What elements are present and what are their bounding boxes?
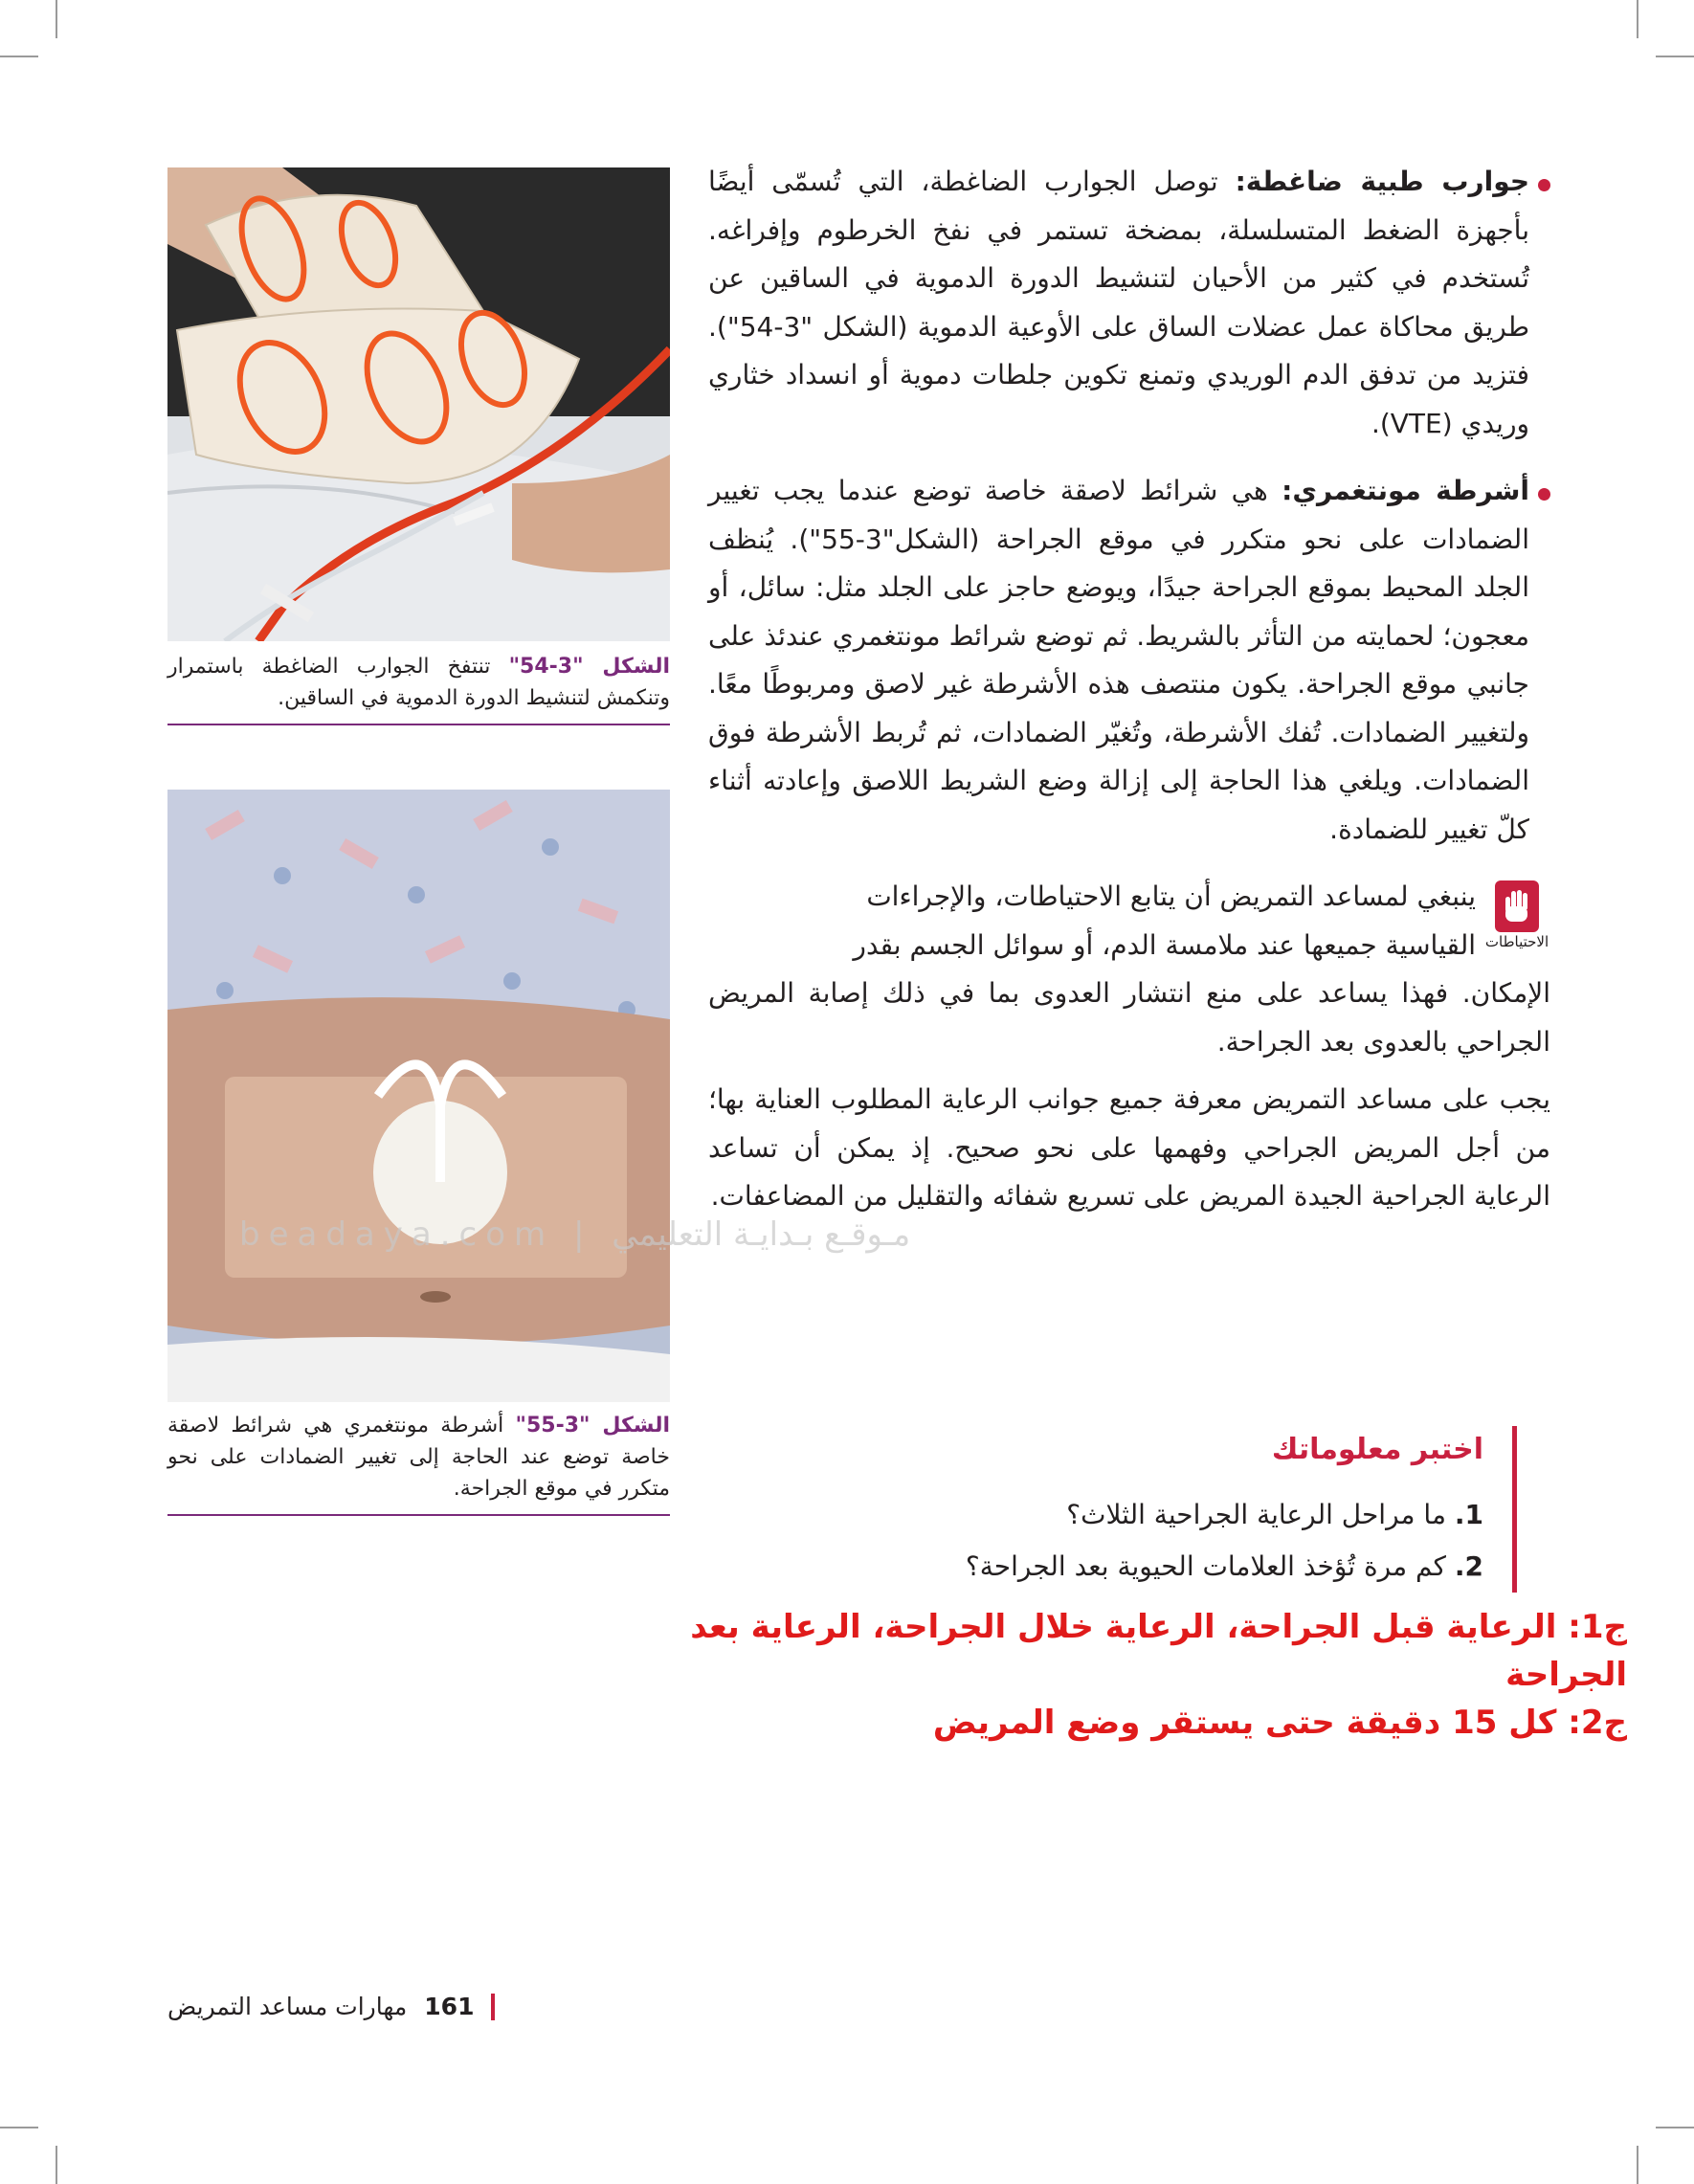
figure-55-caption-text: أشرطة مونتغمري هي شرائط لاصقة خاصة توضع عند الحاجة إلى تغيير الضمادات على نحو متكرر في موقع الجراحة.	[167, 1414, 670, 1501]
crop-mark	[0, 56, 38, 57]
montgomery-straps-term: أشرطة مونتغمري:	[1282, 475, 1530, 506]
answers	[613, 1603, 1627, 1747]
site-watermark: beadaya.com | مـوقـع بـدايـة التعليمي	[239, 1215, 911, 1254]
question-1	[861, 1489, 1483, 1541]
compression-stockings-term: جوارب طبية ضاغطة:	[1235, 166, 1529, 197]
crop-mark	[0, 2127, 38, 2128]
bullet-icon	[1538, 488, 1550, 501]
test-title: اختبر معلوماتك	[1271, 1433, 1483, 1466]
precaution-icon-label: الاحتياطات	[1484, 933, 1549, 950]
crop-mark	[56, 2146, 57, 2184]
figure-54-caption	[167, 651, 670, 725]
hand-stop-icon	[1495, 880, 1539, 932]
question-2	[861, 1541, 1483, 1593]
compression-stockings-text: توصل الجوارب الضاغطة، التي تُسمّى أيضًا بأجهزة الضغط المتسلسلة، بمضخة تستمر في نفخ الخرطوم وإفراغه. تُستخدم في كثير من الأحيان لتنشيط الدورة الدموية في الساقين عن طريق محاكاة عمل عضلات الساق على الأوعية الدموية (الشكل "3-54"). فتزيد من تدفق الدم الوريدي وتمنع تكوين جلطات دموية أو انسداد خثاري وريدي (VTE).	[708, 166, 1529, 439]
montgomery-straps-illustration	[167, 790, 670, 1402]
precaution-line-1: ينبغي لمساعد التمريض أن يتابع الاحتياطات، والإجراءات	[866, 880, 1476, 912]
main-text	[708, 158, 1550, 1221]
question-2-text: كم مرة تُؤخذ العلامات الحيوية بعد الجراحة؟	[965, 1550, 1455, 1582]
bullet-icon	[1538, 179, 1550, 191]
figure-54-caption-text: تنتفخ الجوارب الضاغطة باستمرار وتنكمش لتنشيط الدورة الدموية في الساقين.	[167, 655, 670, 710]
footer-divider	[491, 1994, 495, 2020]
question-2-number: 2.	[1454, 1550, 1483, 1582]
precaution-rest: الإمكان. فهذا يساعد على منع انتشار العدوى بما في ذلك إصابة المريض الجراحي بالعدوى بعد الجراحة.	[708, 977, 1550, 1058]
question-1-text: ما مراحل الرعاية الجراحية الثلاث؟	[1066, 1499, 1455, 1530]
question-1-number: 1.	[1454, 1499, 1483, 1530]
page-number: 161	[424, 1993, 475, 2020]
crop-mark	[56, 0, 57, 38]
crop-mark	[1637, 2146, 1638, 2184]
crop-mark	[1656, 2127, 1694, 2128]
surgical-care-paragraph: يجب على مساعد التمريض معرفة جميع جوانب الرعاية المطلوب العناية بها؛ من أجل المريض الجراحي وفهمها على نحو صحيح. إذ يمكن أن تساعد الرعاية الجراحية الجيدة المريض على تسريع شفائه والتقليل من المضاعفات.	[708, 1083, 1550, 1212]
precaution-badge	[1483, 880, 1550, 951]
book-title: مهارات مساعد التمريض	[167, 1993, 408, 2020]
compression-stockings-paragraph	[708, 158, 1550, 448]
compression-stockings-photo	[167, 167, 670, 641]
test-your-knowledge-box	[861, 1426, 1517, 1593]
answer-2: ج2: كل 15 دقيقة حتى يستقر وضع المريض	[932, 1704, 1627, 1742]
answer-1: ج1: الرعاية قبل الجراحة، الرعاية خلال الجراحة، الرعاية بعد الجراحة	[690, 1608, 1627, 1694]
crop-mark	[1656, 56, 1694, 57]
montgomery-straps-photo	[167, 790, 670, 1402]
montgomery-straps-paragraph	[708, 467, 1550, 854]
crop-mark	[1637, 0, 1638, 38]
compression-stockings-illustration	[167, 167, 670, 641]
figure-55-label: الشكل "3-55"	[515, 1414, 670, 1437]
figure-54-label: الشكل "3-54"	[508, 655, 670, 679]
precaution-note	[708, 873, 1550, 1066]
page-footer	[167, 1993, 495, 2021]
figure-55-caption	[167, 1410, 670, 1516]
precaution-line-2: القياسية جميعها عند ملامسة الدم، أو سوائل الجسم بقدر	[853, 928, 1476, 961]
montgomery-straps-text: هي شرائط لاصقة خاصة توضع عندما يجب تغيير الضمادات على نحو متكرر في موقع الجراحة (الشكل"3-55"). يُنظف الجلد المحيط بموقع الجراحة جيدًا، ويوضع حاجز على الجلد مثل: سائل، أو معجون؛ لحمايته من التأثر بالشريط. ثم توضع شرائط مونتغمري عندئذ على جانبي موقع الجراحة. يكون منتصف هذه الأشرطة غير لاصق ومربوطًا معًا. ولتغيير الضمادات. تُفك الأشرطة، وتُغيّر الضمادات، ثم تُربط الأشرطة فوق الضمادات. ويلغي هذا الحاجة إلى إزالة وضع الشريط اللاصق وإعادته أثناء كلّ تغيير للضمادة.	[708, 475, 1529, 845]
